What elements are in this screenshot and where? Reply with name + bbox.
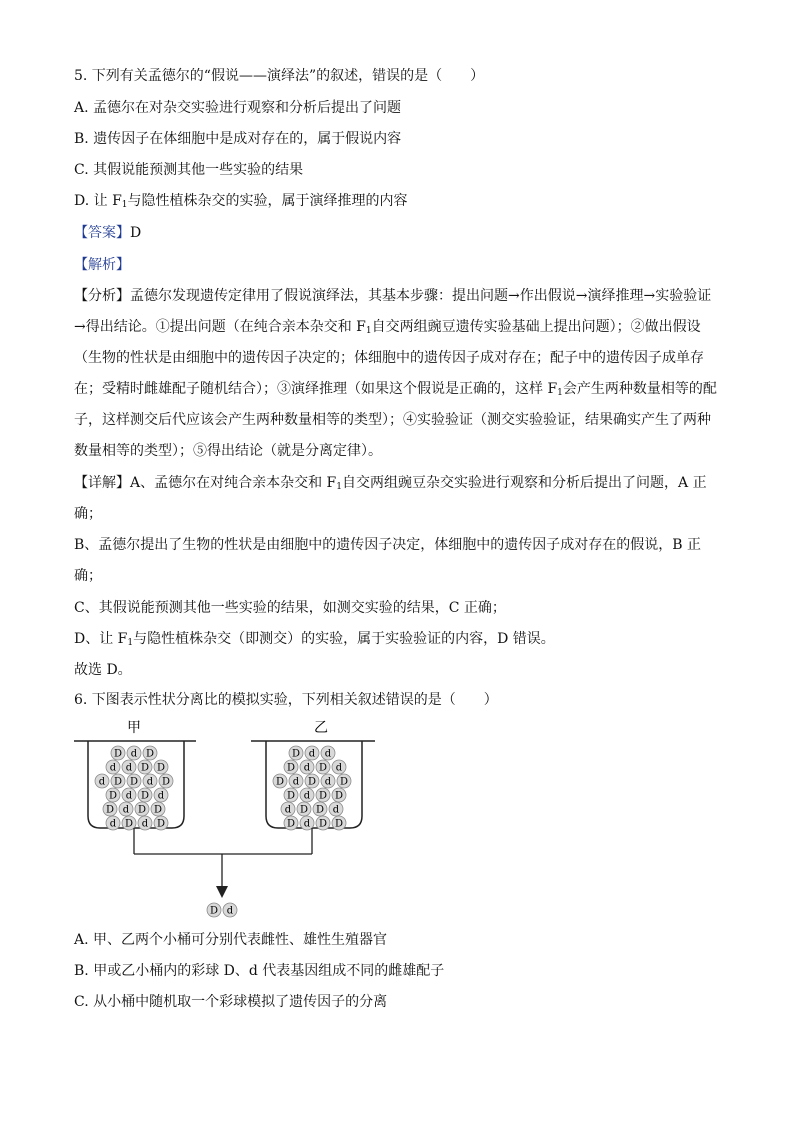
fenxi-line-1: 【分析】孟德尔发现遗传定律用了假说演绎法，其基本步骤：提出问题→作出假说→演绎推理→实验验证 — [74, 288, 712, 304]
gamete-ball — [337, 774, 351, 788]
svg-text:D: D — [105, 804, 115, 816]
svg-text:D: D — [140, 762, 150, 774]
svg-text:D: D — [334, 790, 344, 802]
svg-text:D: D — [145, 748, 155, 760]
svg-text:D: D — [334, 818, 344, 830]
gamete-ball — [95, 774, 109, 788]
gamete-ball — [273, 774, 287, 788]
svg-text:D: D — [318, 818, 328, 830]
answer-label: 【答案】 — [74, 225, 130, 241]
bucket-right-label: 乙 — [314, 720, 328, 736]
svg-text:d: d — [292, 776, 300, 788]
answer-value: D — [130, 225, 142, 241]
xiangjie-line-3: B、孟德尔提出了生物的性状是由细胞中的遗传因子决定，体细胞中的遗传因子成对存在的假说，B 正 — [74, 537, 702, 553]
svg-text:d: d — [109, 818, 117, 830]
gamete-ball — [332, 760, 346, 774]
svg-text:d: d — [308, 748, 316, 760]
gamete-ball — [316, 788, 330, 802]
gamete-ball — [111, 746, 125, 760]
q6-option-c: C. 从小桶中随机取一个彩球模拟了遗传因子的分离 — [74, 994, 388, 1010]
svg-text:D: D — [113, 748, 123, 760]
xiangjie-line-2: 确； — [74, 506, 102, 522]
fenxi-line-6: 数量相等的类型）；⑤得出结论（就是分离定律）。 — [74, 443, 382, 459]
fenxi-line-5: 子，这样测交后代应该会产生两种数量相等的类型）；④实验验证（测交实验验证，结果确实产生了两种 — [74, 412, 711, 428]
svg-text:d: d — [109, 762, 117, 774]
balls-right — [273, 746, 351, 830]
svg-text:d: d — [125, 762, 133, 774]
fenxi-line-3: （生物的性状是由细胞中的遗传因子决定的；体细胞中的遗传因子成对存在；配子中的遗传因子成单存 — [74, 350, 704, 366]
svg-text:D: D — [286, 762, 296, 774]
svg-text:d: d — [303, 762, 311, 774]
gamete-ball — [122, 788, 136, 802]
q5-option-a: A. 孟德尔在对杂交实验进行观察和分析后提出了问题 — [74, 100, 402, 116]
svg-text:d: d — [332, 804, 340, 816]
svg-text:d: d — [125, 790, 133, 802]
gamete-ball — [106, 788, 120, 802]
svg-text:D: D — [108, 790, 118, 802]
svg-text:D: D — [161, 776, 171, 788]
svg-text:D: D — [307, 776, 317, 788]
q6-option-b: B. 甲或乙小桶内的彩球 D、d 代表基因组成不同的雌雄配子 — [74, 963, 445, 979]
gamete-ball — [154, 816, 168, 830]
svg-text:d: d — [141, 818, 149, 830]
svg-text:D: D — [315, 804, 325, 816]
svg-text:D: D — [124, 818, 134, 830]
gamete-ball — [127, 774, 141, 788]
gamete-ball — [159, 774, 173, 788]
svg-text:d: d — [157, 790, 165, 802]
gamete-ball — [284, 760, 298, 774]
q5-option-b: B. 遗传因子在体细胞中是成对存在的，属于假说内容 — [74, 131, 402, 147]
gamete-ball — [119, 802, 133, 816]
down-arrow — [216, 886, 228, 898]
analysis-label: 【解析】 — [74, 257, 130, 273]
svg-text:D: D — [299, 804, 309, 816]
gamete-ball — [332, 788, 346, 802]
gamete-ball — [151, 802, 165, 816]
gamete-ball — [127, 746, 141, 760]
svg-text:d: d — [284, 804, 292, 816]
xiangjie-line-6: D、让 $F_1$与隐性植株杂交（即测交）的实验，属于实验验证的内容，D 错误。 — [74, 631, 555, 648]
q5-option-c: C. 其假说能预测其他一些实验的结果 — [74, 162, 304, 178]
gamete-ball — [281, 802, 295, 816]
gamete-ball — [329, 802, 343, 816]
gamete-ball — [305, 774, 319, 788]
gamete-ball — [300, 788, 314, 802]
svg-text:D: D — [286, 818, 296, 830]
gamete-ball — [143, 774, 157, 788]
gamete-ball — [143, 746, 157, 760]
gamete-ball — [313, 802, 327, 816]
fenxi-line-2: →得出结论。①提出问题（在纯合亲本杂交和 $F_1$自交两组豌豆遗传实验基础上提出问题）；②做出假设 — [74, 319, 701, 336]
xiangjie-line-5: C、其假说能预测其他一些实验的结果，如测交实验的结果，C 正确； — [74, 600, 506, 616]
gamete-ball — [321, 746, 335, 760]
gamete-ball — [122, 760, 136, 774]
xiangjie-line-4: 确； — [74, 568, 102, 584]
gamete-ball — [154, 788, 168, 802]
gamete-ball — [154, 760, 168, 774]
svg-text:d: d — [303, 818, 311, 830]
result-balls — [207, 903, 237, 917]
gamete-ball — [284, 816, 298, 830]
svg-text:d: d — [130, 748, 138, 760]
q6-stem: 6. 下图表示性状分离比的模拟实验，下列相关叙述错误的是（ ） — [74, 692, 498, 708]
svg-text:d: d — [324, 776, 332, 788]
xiangjie-line-7: 故选 D。 — [74, 662, 132, 678]
gamete-ball — [284, 788, 298, 802]
svg-text:d: d — [122, 804, 130, 816]
svg-text:D: D — [156, 818, 166, 830]
gamete-ball — [103, 802, 117, 816]
q5-option-d: D. 让 $F_1$与隐性植株杂交的实验，属于演绎推理的内容 — [74, 193, 408, 210]
svg-text:D: D — [153, 804, 163, 816]
gamete-ball — [106, 816, 120, 830]
gamete-ball — [316, 760, 330, 774]
gamete-ball — [305, 746, 319, 760]
connector-lines — [134, 828, 312, 888]
gamete-ball — [207, 903, 221, 917]
balls-left — [95, 746, 173, 830]
svg-text:D: D — [156, 762, 166, 774]
svg-text:d: d — [226, 905, 234, 917]
svg-text:D: D — [209, 905, 219, 917]
xiangjie-line-1: 【详解】A、孟德尔在对纯合亲本杂交和 $F_1$自交两组豌豆杂交实验进行观察和分析后提出了问题，A 正 — [74, 475, 707, 492]
gamete-ball — [289, 746, 303, 760]
svg-text:D: D — [286, 790, 296, 802]
svg-text:D: D — [339, 776, 349, 788]
gamete-ball — [316, 816, 330, 830]
gamete-ball — [332, 816, 346, 830]
svg-text:d: d — [324, 748, 332, 760]
svg-text:D: D — [291, 748, 301, 760]
gamete-ball — [223, 903, 237, 917]
answer-line — [74, 223, 141, 243]
gamete-ball — [297, 802, 311, 816]
q5-stem: 5. 下列有关孟德尔的“假说——演绎法”的叙述，错误的是（ ） — [74, 68, 485, 84]
gamete-ball — [300, 760, 314, 774]
gamete-ball — [289, 774, 303, 788]
gamete-ball — [122, 816, 136, 830]
svg-text:D: D — [275, 776, 285, 788]
svg-text:d: d — [98, 776, 106, 788]
svg-text:d: d — [146, 776, 154, 788]
gamete-ball — [138, 816, 152, 830]
svg-text:D: D — [137, 804, 147, 816]
gamete-ball — [300, 816, 314, 830]
svg-text:D: D — [318, 762, 328, 774]
gamete-ball — [135, 802, 149, 816]
svg-text:D: D — [129, 776, 139, 788]
svg-text:D: D — [113, 776, 123, 788]
svg-text:D: D — [140, 790, 150, 802]
bucket-left-label: 甲 — [127, 720, 141, 736]
simulation-figure — [70, 716, 390, 921]
svg-text:D: D — [318, 790, 328, 802]
q6-option-a: A. 甲、乙两个小桶可分别代表雌性、雄性生殖器官 — [74, 932, 388, 948]
fenxi-line-4: 在；受精时雌雄配子随机结合）；③演绎推理（如果这个假说是正确的，这样 $F_1$会产生两种数量相等的配 — [74, 381, 717, 398]
svg-text:d: d — [335, 762, 343, 774]
svg-text:d: d — [303, 790, 311, 802]
gamete-ball — [111, 774, 125, 788]
gamete-ball — [106, 760, 120, 774]
gamete-ball — [321, 774, 335, 788]
gamete-ball — [138, 788, 152, 802]
gamete-ball — [138, 760, 152, 774]
